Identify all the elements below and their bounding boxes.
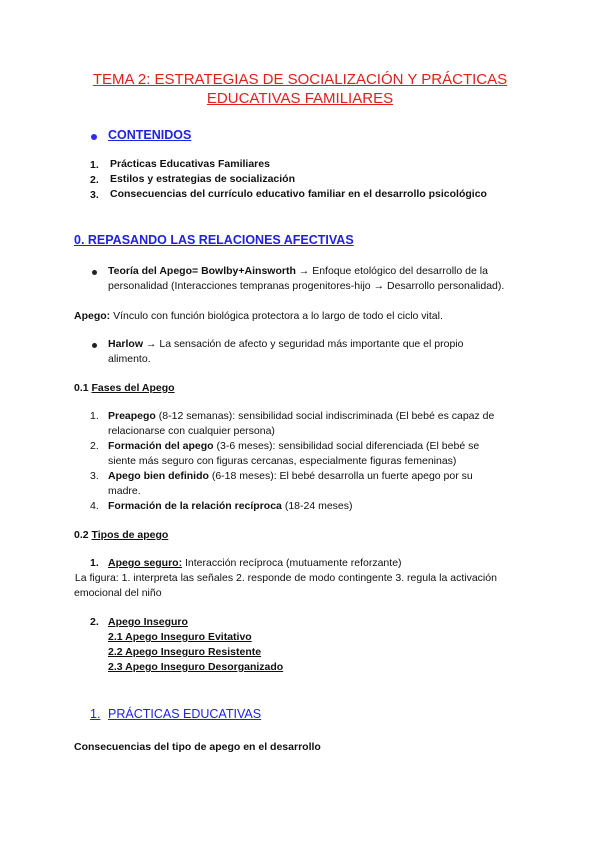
apego-label: Apego: [74, 310, 111, 322]
tipos-heading [74, 528, 168, 543]
fase-3-line-2: madre. [108, 485, 141, 497]
apego-inseguro-sub-1: 2.1 Apego Inseguro Evitativo [108, 631, 252, 643]
fase-2-line-2: siente más seguro con figuras cercanas, especialmente figuras femeninas) [108, 455, 457, 467]
fase-4-line-1 [108, 499, 353, 514]
contenidos-item-2-num: 2. [90, 174, 99, 186]
fase-4-label: Formación de la relación recíproca [108, 500, 282, 512]
section-1-num: 1. [90, 707, 101, 721]
bullet-icon [91, 134, 97, 140]
fase-1-line-1 [108, 409, 494, 424]
apego-seguro-line [108, 556, 402, 571]
contenidos-item-1: Prácticas Educativas Familiares [110, 158, 270, 170]
apego-seguro-num: 1. [90, 557, 99, 569]
figura-line-1: La figura: 1. interpreta las señales 2. responde de modo contingente 3. regula la activación [72, 572, 497, 584]
fase-2-num: 2. [90, 440, 99, 452]
harlow-label: Harlow [108, 338, 144, 350]
fase-1-label: Preapego [108, 410, 156, 422]
apego-seguro-label: Apego seguro: [108, 557, 183, 569]
fase-3-desc: (6-18 meses): El bebé desarrolla un fuerte apego por su [208, 470, 473, 482]
teoria-apego-label: Teoría del Apego [108, 265, 193, 277]
fase-1-desc: (8-12 semanas): sensibilidad social indiscriminada (El bebé es capaz de [155, 410, 495, 422]
contenidos-item-1-num: 1. [90, 159, 99, 171]
apego-text: Vínculo con función biológica protectora a lo largo de todo el ciclo vital. [110, 310, 443, 322]
contenidos-item-3-num: 3. [90, 189, 99, 201]
teoria-apego-line-2: personalidad (Interacciones tempranas progenitores-hijo → Desarrollo personalidad). [108, 280, 505, 292]
fases-title: Fases del Apego [91, 382, 175, 394]
title-line-1: TEMA 2: ESTRATEGIAS DE SOCIALIZACIÓN Y PRÁCTICAS [92, 71, 508, 88]
title-line-2: EDUCATIVAS FAMILIARES [206, 90, 394, 107]
teoria-apego-line-1 [108, 264, 548, 279]
fases-prefix: 0.1 [74, 382, 92, 394]
apego-inseguro-sub-3: 2.3 Apego Inseguro Desorganizado [108, 661, 284, 673]
contenidos-heading[interactable]: CONTENIDOS [108, 128, 192, 142]
bullet-icon [92, 270, 97, 275]
fase-4-num: 4. [90, 500, 99, 512]
fase-3-line-1 [108, 469, 473, 484]
teoria-apego-desc: → Enfoque etológico del desarrollo de la [295, 265, 488, 277]
fase-4-desc: (18-24 meses) [281, 500, 353, 512]
apego-inseguro-sub-2: 2.2 Apego Inseguro Resistente [108, 646, 262, 658]
apego-seguro-desc: Interacción recíproca (mutuamente reforzante) [182, 557, 402, 569]
apego-inseguro-num: 2. [90, 616, 99, 628]
harlow-desc: → La sensación de afecto y seguridad más importante que el propio [143, 338, 464, 350]
apego-definition [74, 309, 443, 324]
figura-line-2: emocional del niño [74, 587, 162, 599]
section-0-heading[interactable]: 0. REPASANDO LAS RELACIONES AFECTIVAS [74, 233, 354, 247]
section-1-heading[interactable]: PRÁCTICAS EDUCATIVAS [108, 707, 262, 721]
document-title [60, 70, 540, 108]
fase-2-label: Formación del apego [108, 440, 214, 452]
section-1-subheading: Consecuencias del tipo de apego en el desarrollo [74, 741, 321, 753]
apego-inseguro-label: Apego Inseguro [108, 616, 188, 628]
teoria-apego-authors: = Bowlby+Ainsworth [192, 265, 296, 277]
harlow-line-1 [108, 337, 463, 352]
fase-2-desc: (3-6 meses): sensibilidad social diferenciada (El bebé se [213, 440, 480, 452]
fase-1-num: 1. [90, 410, 99, 422]
fase-1-line-2: relacionarse con cualquier persona) [108, 425, 275, 437]
fase-3-num: 3. [90, 470, 99, 482]
tipos-prefix: 0.2 [74, 529, 92, 541]
contenidos-item-2: Estilos y estrategias de socialización [110, 173, 295, 185]
bullet-icon [92, 343, 97, 348]
fases-heading [74, 381, 175, 396]
fase-3-label: Apego bien definido [108, 470, 209, 482]
tipos-title: Tipos de apego [91, 529, 169, 541]
fase-2-line-1 [108, 439, 479, 454]
contenidos-item-3: Consecuencias del currículo educativo familiar en el desarrollo psicológico [110, 188, 487, 200]
harlow-line-2: alimento. [108, 353, 151, 365]
